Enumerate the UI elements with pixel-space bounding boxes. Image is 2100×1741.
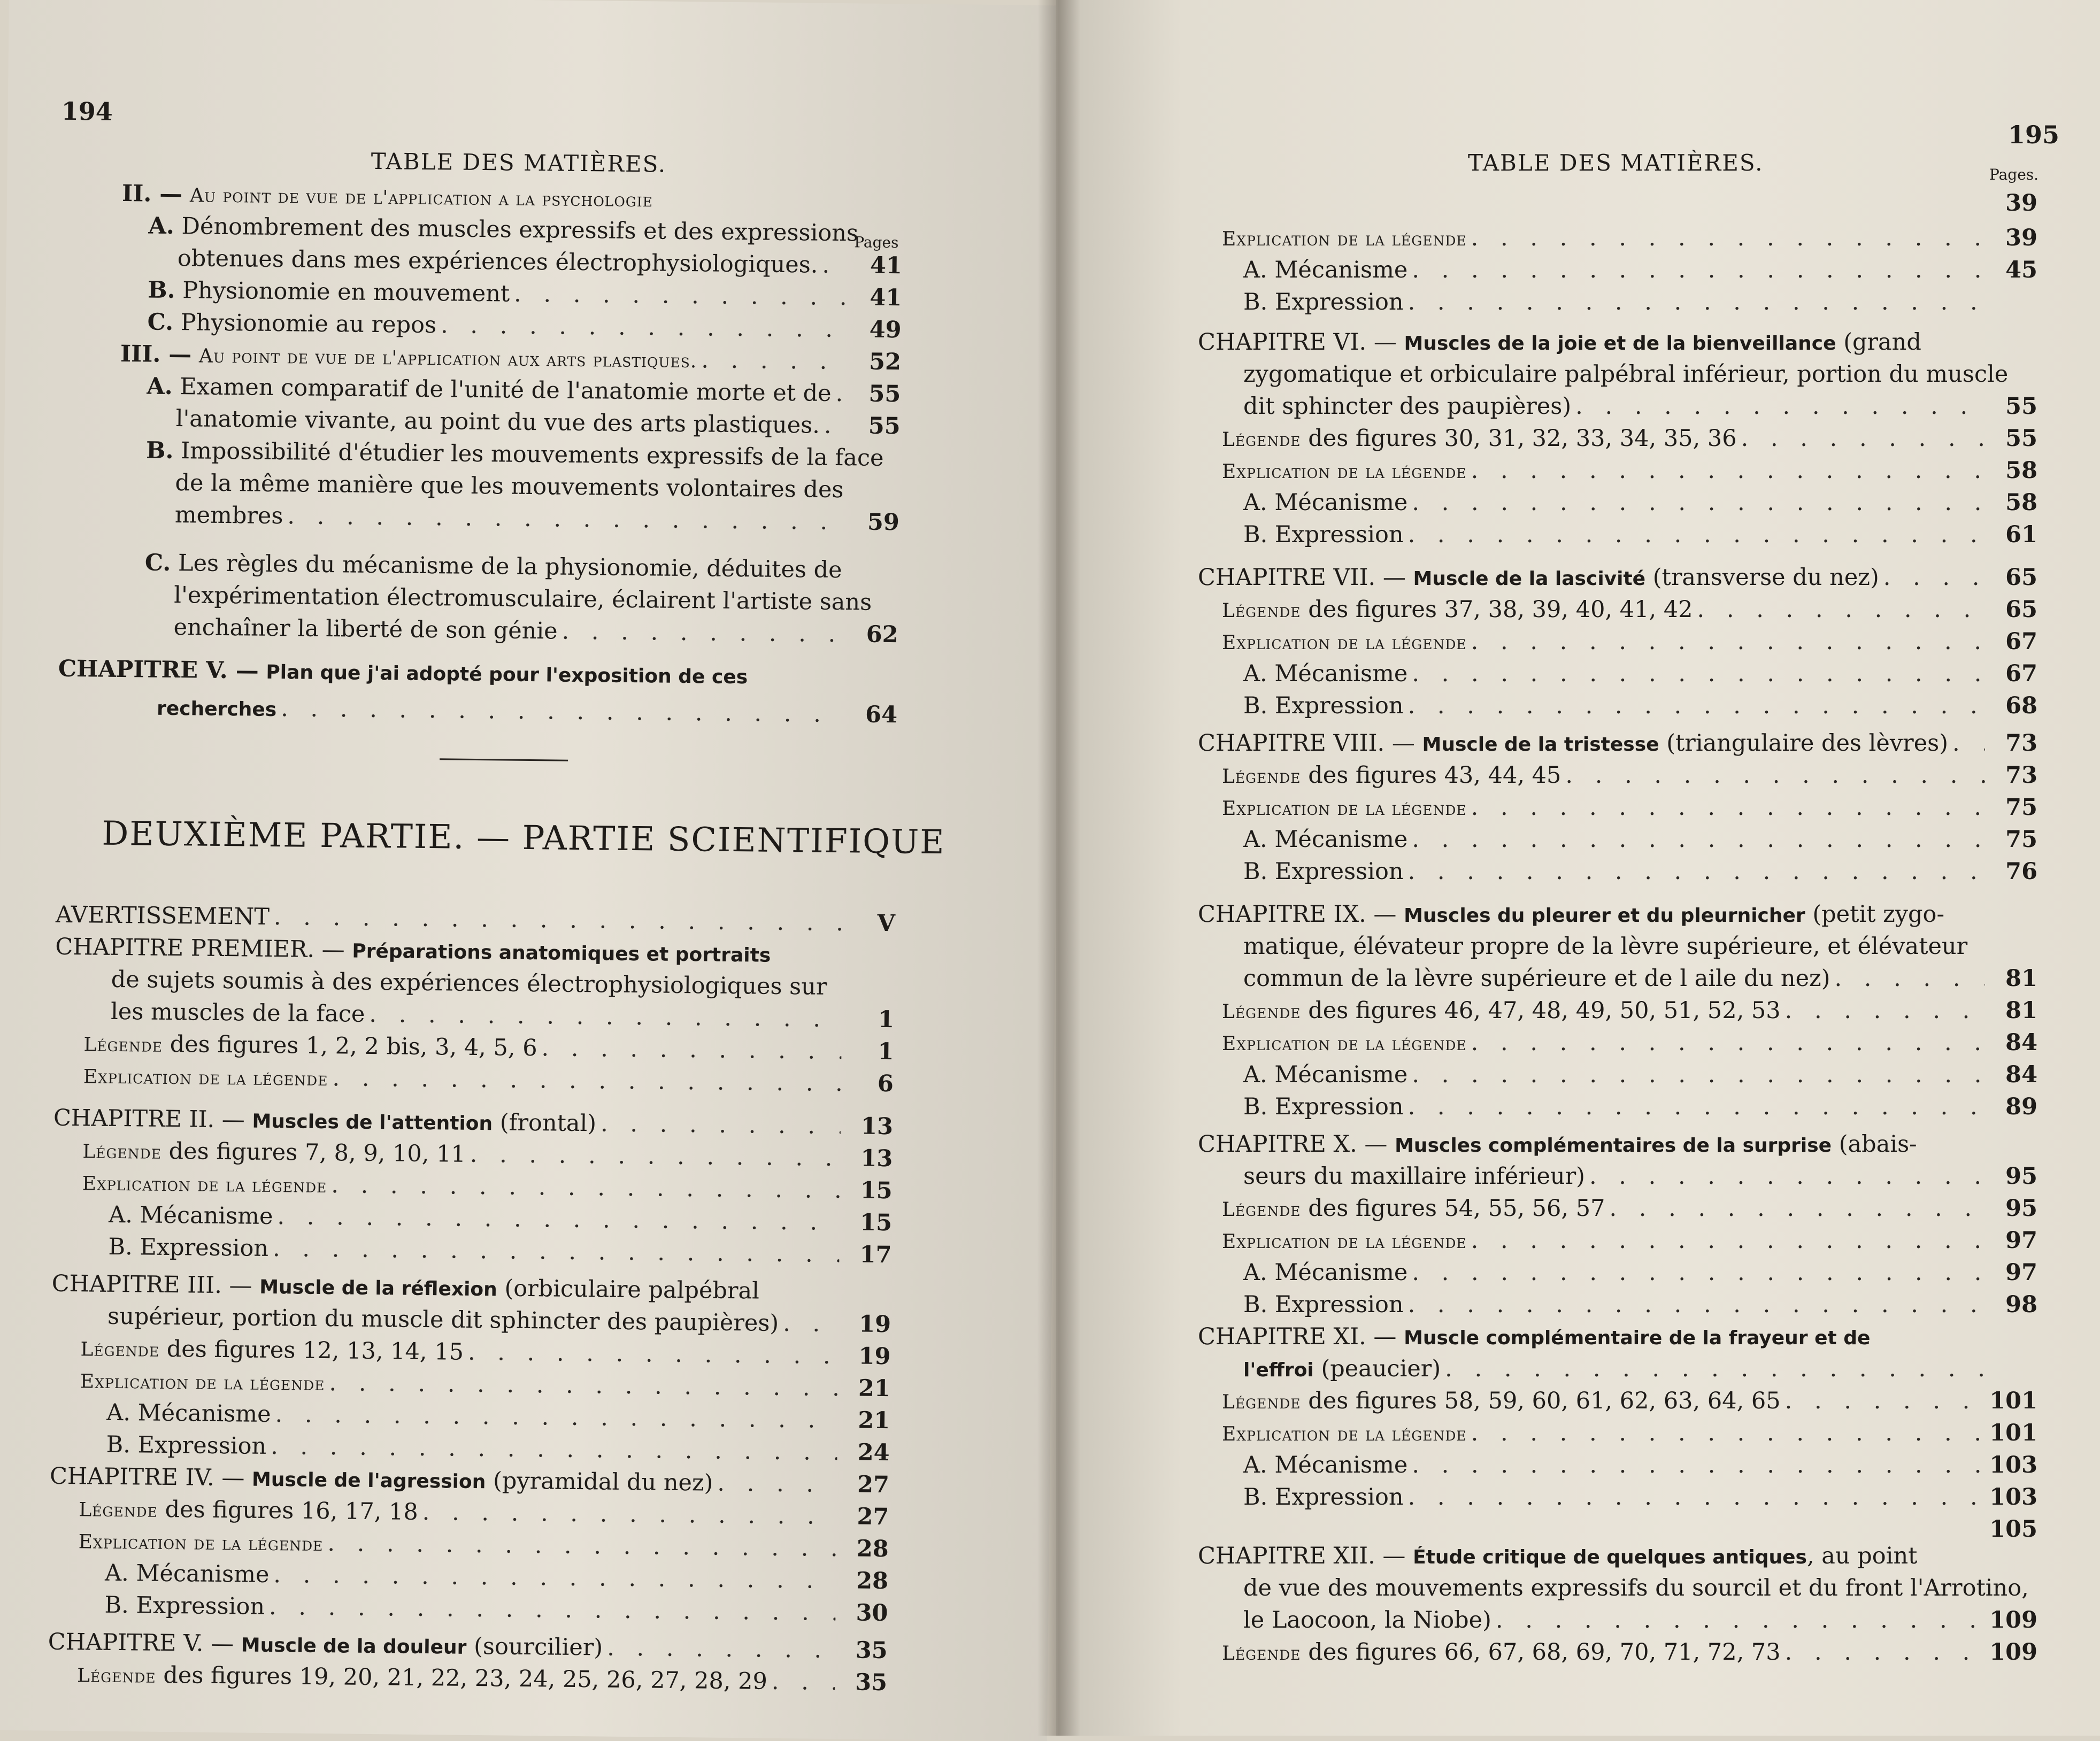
toc-entry: B. Expression . . . 61 — [1243, 519, 2037, 551]
pages-label: Pages. — [1989, 166, 2039, 183]
toc-entry: CHAPITRE VI. — Muscles de la joie et de la bienveillance (grand — [1198, 329, 1921, 356]
toc-entry: Explication de la légende . . . 58 — [1222, 454, 2037, 488]
toc-entry: Explication de la légende . . . 101 — [1222, 1417, 2037, 1451]
toc-entry: A. Mécanisme . . . 84 — [1243, 1059, 2037, 1091]
toc-entry: Explication de la légende . . . 75 — [1222, 791, 2037, 825]
toc-entry: seurs du maxillaire inférieur) . . . 95 — [1243, 1160, 2037, 1192]
toc-entry: A. Mécanisme . . . 15 — [109, 1199, 893, 1239]
toc-entry: II. — Au point de vue de l'application a la psychologie — [121, 180, 653, 212]
toc-entry: Explication de la légende . . . 67 — [1222, 626, 2037, 659]
toc-entry: Légende des figures 58, 59, 60, 61, 62, 63, 64, 65 . . . 101 — [1222, 1385, 2037, 1419]
toc-entry: C. Physionomie au repos . . . 49 — [147, 306, 902, 346]
toc-entry: CHAPITRE IX. — Muscles du pleurer et du pleurnicher (petit zygo- — [1198, 901, 1944, 928]
page-number: 195 — [2008, 120, 2060, 149]
toc-entry: Explication de la légende . . . 15 — [82, 1166, 893, 1208]
toc-entry: Explication de la légende . . . 21 — [80, 1364, 891, 1406]
toc-entry: AVERTISSEMENT . . . V — [56, 899, 896, 939]
toc-entry: A. Mécanisme . . . 58 — [1243, 487, 2037, 519]
toc-entry: Légende des figures 16, 17, 18 . . . 27 — [79, 1492, 889, 1535]
book-gutter — [1037, 0, 1080, 1736]
toc-entry: Explication de la légende . . . 97 — [1222, 1224, 2037, 1258]
toc-entry: Légende des figures 54, 55, 56, 57 . . . 95 — [1222, 1192, 2037, 1226]
toc-entry: Explication de la légende . . . 28 — [78, 1524, 889, 1567]
toc-entry: CHAPITRE PREMIER. — Préparations anatomiques et portraits — [55, 933, 771, 967]
page-header: TABLE DES MATIÈRES. — [371, 148, 667, 178]
toc-entry: Explication de la légende . . . 39 — [1222, 222, 2037, 256]
toc-entry: B. Expression . . . 68 — [1243, 690, 2037, 722]
toc-entry: 39 — [2005, 190, 2037, 217]
pages-label: Pages — [854, 233, 899, 252]
toc-entry: B. Expression . . . 24 — [106, 1429, 890, 1469]
toc-entry: Légende des figures 19, 20, 21, 22, 23, 24, 25, 26, 27, 28, 29 . . . 35 — [77, 1658, 888, 1700]
toc-entry: CHAPITRE III. — Muscle de la réflexion (orbiculaire palpébral — [51, 1270, 760, 1305]
toc-entry: CHAPITRE IV. — Muscle de l'agression (pyramidal du nez) . . . 27 — [50, 1460, 890, 1503]
toc-entry: Légende des figures 66, 67, 68, 69, 70, 71, 72, 73 . . . 109 — [1222, 1636, 2037, 1670]
toc-entry: B. Expression . . . 17 — [108, 1231, 892, 1271]
toc-entry: CHAPITRE XI. — Muscle complémentaire de la frayeur et de — [1198, 1323, 1871, 1350]
toc-entry: A. Mécanisme . . . 28 — [105, 1557, 889, 1597]
toc-entry: B. Impossibilité d'étudier les mouvements expressifs de la face — [145, 437, 884, 472]
toc-entry: A. Mécanisme . . . 103 — [1243, 1449, 2037, 1481]
toc-entry: III. — Au point de vue de l'application aux arts plastiques. . . . 52 — [120, 338, 902, 380]
toc-entry: Légende des figures 37, 38, 39, 40, 41, 42 . . . 65 — [1222, 594, 2037, 627]
toc-entry: l'anatomie vivante, au point du vue des arts plastiques. . . . 55 — [175, 403, 901, 442]
toc-continuation: matique, élévateur propre de la lèvre supérieure, et élévateur — [1243, 933, 1968, 960]
toc-entry: recherches . . . 64 — [157, 691, 898, 733]
toc-entry: obtenues dans mes expériences électrophysiologiques. . . . 41 — [178, 242, 903, 282]
toc-entry: Explication de la légende . . . 6 — [83, 1059, 894, 1101]
toc-entry: B. Physionomie en mouvement . . . 41 — [148, 274, 902, 314]
toc-entry: 105 — [1989, 1516, 2037, 1543]
toc-entry: supérieur, portion du muscle dit sphincter des paupières) . . . 19 — [107, 1300, 891, 1341]
part-title: DEUXIÈME PARTIE. — PARTIE SCIENTIFIQUE — [102, 813, 945, 862]
toc-entry: A. Mécanisme . . . 75 — [1243, 823, 2037, 856]
toc-entry: Légende des figures 1, 2, 2 bis, 3, 4, 5, 6 . . . 1 — [83, 1027, 894, 1069]
toc-entry: membres . . . 59 — [175, 499, 900, 538]
toc-entry: A. Dénombrement des muscles expressifs et des expressions — [148, 212, 859, 247]
toc-entry: B. Expression . . . 103 — [1243, 1481, 2037, 1513]
toc-entry: Légende des figures 30, 31, 32, 33, 34, 35, 36 . . . 55 — [1222, 422, 2037, 456]
toc-continuation: de sujets soumis à des expériences électrophysiologiques sur — [111, 966, 827, 1000]
toc-entry: A. Examen comparatif de l'unité de l'anatomie morte et de . . . 55 — [147, 370, 901, 410]
toc-entry: B. Expression . . . — [1243, 286, 2037, 318]
toc-entry: dit sphincter des paupières) . . . 55 — [1243, 390, 2037, 422]
toc-entry: A. Mécanisme . . . 21 — [106, 1397, 890, 1437]
toc-continuation: zygomatique et orbiculaire palpébral inférieur, portion du muscle — [1243, 361, 2009, 388]
toc-entry: C. Les règles du mécanisme de la physionomie, déduites de — [144, 549, 842, 584]
toc-entry: Légende des figures 46, 47, 48, 49, 50, 51, 52, 53 . . . 81 — [1222, 995, 2037, 1028]
toc-entry: CHAPITRE VII. — Muscle de la lascivité (transverse du nez) . . . 65 — [1198, 561, 2037, 595]
toc-entry: les muscles de la face . . . 1 — [111, 996, 895, 1036]
toc-entry: CHAPITRE X. — Muscles complémentaires de la surprise (abais- — [1198, 1131, 1917, 1158]
toc-entry: Légende des figures 7, 8, 9, 10, 11 . . . 13 — [82, 1134, 893, 1176]
toc-entry: enchaîner la liberté de son génie . . . 62 — [173, 611, 898, 651]
toc-entry: B. Expression . . . 89 — [1243, 1091, 2037, 1123]
toc-entry: A. Mécanisme . . . 97 — [1243, 1257, 2037, 1289]
toc-entry: CHAPITRE XII. — Étude critique de quelques antiques, au point — [1198, 1543, 1918, 1569]
toc-entry: Légende des figures 43, 44, 45 . . . 73 — [1222, 759, 2037, 793]
toc-entry: A. Mécanisme . . . 67 — [1243, 658, 2037, 690]
toc-entry: B. Expression . . . 98 — [1243, 1289, 2037, 1321]
toc-entry: le Laocoon, la Niobe) . . . 109 — [1243, 1604, 2037, 1636]
toc-entry: A. Mécanisme . . . 45 — [1243, 254, 2037, 286]
toc-entry: Explication de la légende . . . 84 — [1222, 1027, 2037, 1060]
toc-entry: l'effroi (peaucier) . . . — [1243, 1353, 2037, 1386]
toc-entry: B. Expression . . . 30 — [104, 1589, 888, 1629]
page-header: TABLE DES MATIÈRES. — [1468, 150, 1764, 176]
page-number: 194 — [61, 96, 113, 126]
toc-entry: Légende des figures 12, 13, 14, 15 . . . 19 — [80, 1332, 891, 1374]
toc-entry: commun de la lèvre supérieure et de l aile du nez) . . . 81 — [1243, 962, 2037, 995]
toc-entry: CHAPITRE V. — Muscle de la douleur (sourcilier) . . . 35 — [48, 1626, 888, 1668]
toc-entry: CHAPITRE VIII. — Muscle de la tristesse (triangulaire des lèvres) . . . 73 — [1198, 727, 2037, 761]
divider — [440, 758, 568, 761]
right-page — [1056, 0, 2100, 1736]
toc-entry: CHAPITRE V. — Plan que j'ai adopté pour l'exposition de ces — [58, 655, 748, 689]
toc-continuation: de la même manière que les mouvements volontaires des — [175, 469, 844, 504]
toc-entry: B. Expression . . . 76 — [1243, 856, 2037, 888]
toc-continuation: de vue des mouvements expressifs du sourcil et du front l'Arrotino, — [1243, 1575, 2029, 1601]
toc-continuation: l'expérimentation électromusculaire, éclairent l'artiste sans — [174, 582, 872, 616]
toc-entry: CHAPITRE II. — Muscles de l'attention (frontal) . . . 13 — [53, 1102, 894, 1144]
